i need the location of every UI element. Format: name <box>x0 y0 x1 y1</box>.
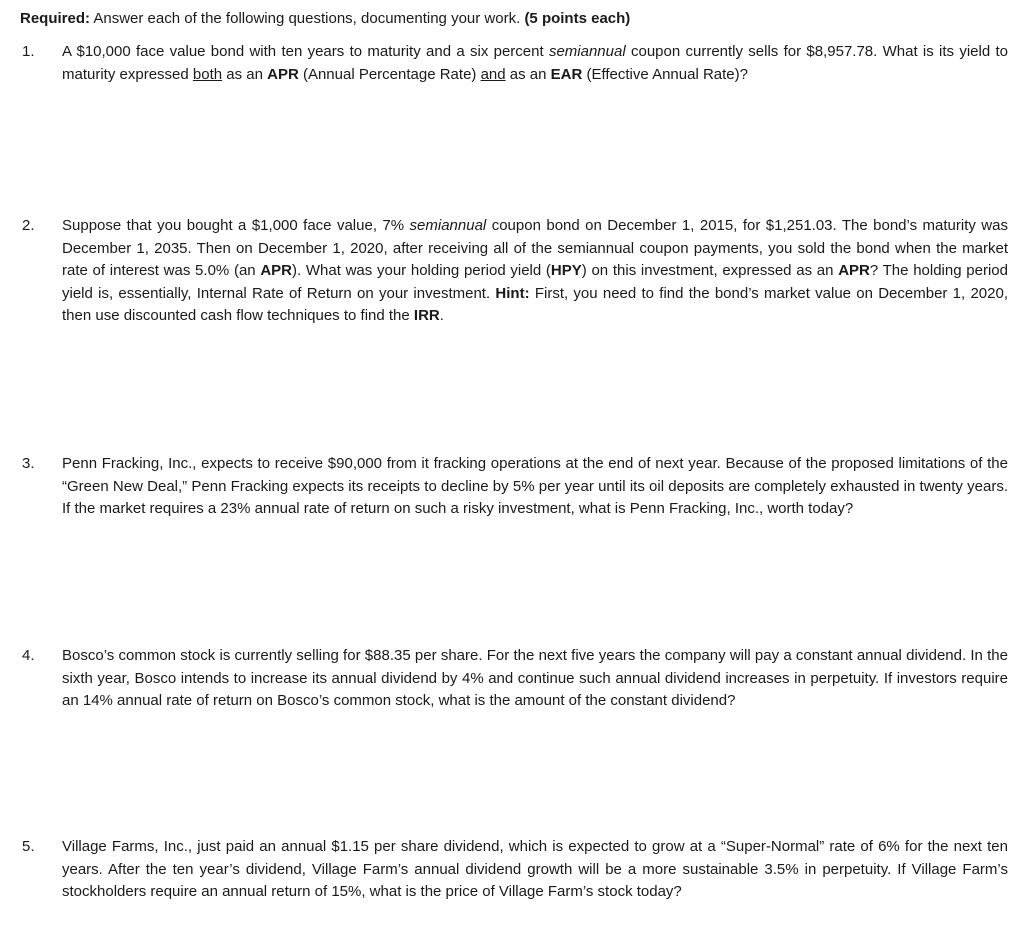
text-run: First, you need to find the bond’s market value on December 1, 2020, then use discounted cash flow techniques to find the <box>62 284 1008 324</box>
points-note: (5 points each) <box>524 10 631 27</box>
term-apr: APR <box>838 262 870 279</box>
question-text: Penn Fracking, Inc., expects to receive $90,000 from it fracking operations at the end of next year. Because of the proposed limitations of the “Green New Deal,” Penn Fracking expects its receipts to decline by 5% per year until its oil deposits are completely exhausted in twenty years. If the market requires a 23% annual rate of return on such a risky investment, what is Penn Fracking, Inc., worth today? <box>62 455 1008 517</box>
question-1 <box>22 41 1008 86</box>
question-text: Village Farms, Inc., just paid an annual $1.15 per share dividend, which is expected to grow at a “Super-Normal” rate of 6% for the next ten years. After the ten year’s dividend, Village Farm’s annual dividend growth will be a more sustainable 3.5% in perpetuity. If Village Farm’s stockholders require an annual return of 15%, what is the price of Village Farm’s stock today? <box>62 838 1008 900</box>
question-number: 3. <box>22 455 35 472</box>
question-5 <box>22 836 1008 904</box>
question-number: 5. <box>22 838 35 855</box>
required-label: Required: <box>20 10 91 27</box>
term-ear: EAR <box>550 65 583 83</box>
text-run: ) on this investment, expressed as an <box>581 262 839 279</box>
question-text <box>62 41 1008 86</box>
text-run: as an <box>505 65 551 83</box>
text-run: ). What was your holding period yield ( <box>292 262 551 279</box>
text-run: coupon currently sells for $8,957.78. What is its yield to maturity expressed <box>62 43 1008 83</box>
underline-both: both <box>192 65 223 83</box>
term-apr: APR <box>267 65 299 83</box>
question-4 <box>22 645 1008 713</box>
emphasis-semiannual: semiannual <box>409 217 487 234</box>
question-number: 1. <box>22 43 35 60</box>
text-run: as an <box>222 65 268 83</box>
text-run: A $10,000 face value bond with ten years to maturity and a six percent <box>62 43 549 60</box>
question-number: 2. <box>22 217 35 234</box>
text-run: (Effective Annual Rate)? <box>582 65 748 83</box>
text-run: (Annual Percentage Rate) <box>298 65 481 83</box>
underline-and: and <box>480 65 506 83</box>
question-2 <box>22 215 1008 328</box>
text-run: ? The holding period yield is, essentially, Internal Rate of Return on your investment. <box>62 262 1008 302</box>
term-hpy: HPY <box>550 262 582 279</box>
text-run: . <box>439 307 444 324</box>
question-number: 4. <box>22 647 35 664</box>
term-irr: IRR <box>413 307 440 324</box>
hint-label: Hint: <box>495 284 530 302</box>
text-run: Suppose that you bought a $1,000 face value, 7% <box>62 217 410 234</box>
term-apr: APR <box>260 262 293 279</box>
instruction-text: Answer each of the following questions, documenting your work. <box>90 10 525 27</box>
question-3 <box>22 453 1008 521</box>
text-run: coupon bond on December 1, 2015, for $1,251.03. The bond’s maturity was December 1, 2035. Then on December 1, 2020, after receiving all of the semiannual coupon payments, you sold the bond when the market rate of interest was 5.0% (an <box>62 217 1008 279</box>
instructions-header <box>20 8 630 30</box>
question-text <box>62 215 1008 328</box>
emphasis-semiannual: semiannual <box>548 43 626 60</box>
question-text: Bosco’s common stock is currently selling for $88.35 per share. For the next five years the company will pay a constant annual dividend. In the sixth year, Bosco intends to increase its annual dividend by 4% and continue such annual dividend increases in perpetuity. If investors require an 14% annual rate of return on Bosco’s common stock, what is the amount of the constant dividend? <box>62 647 1008 709</box>
